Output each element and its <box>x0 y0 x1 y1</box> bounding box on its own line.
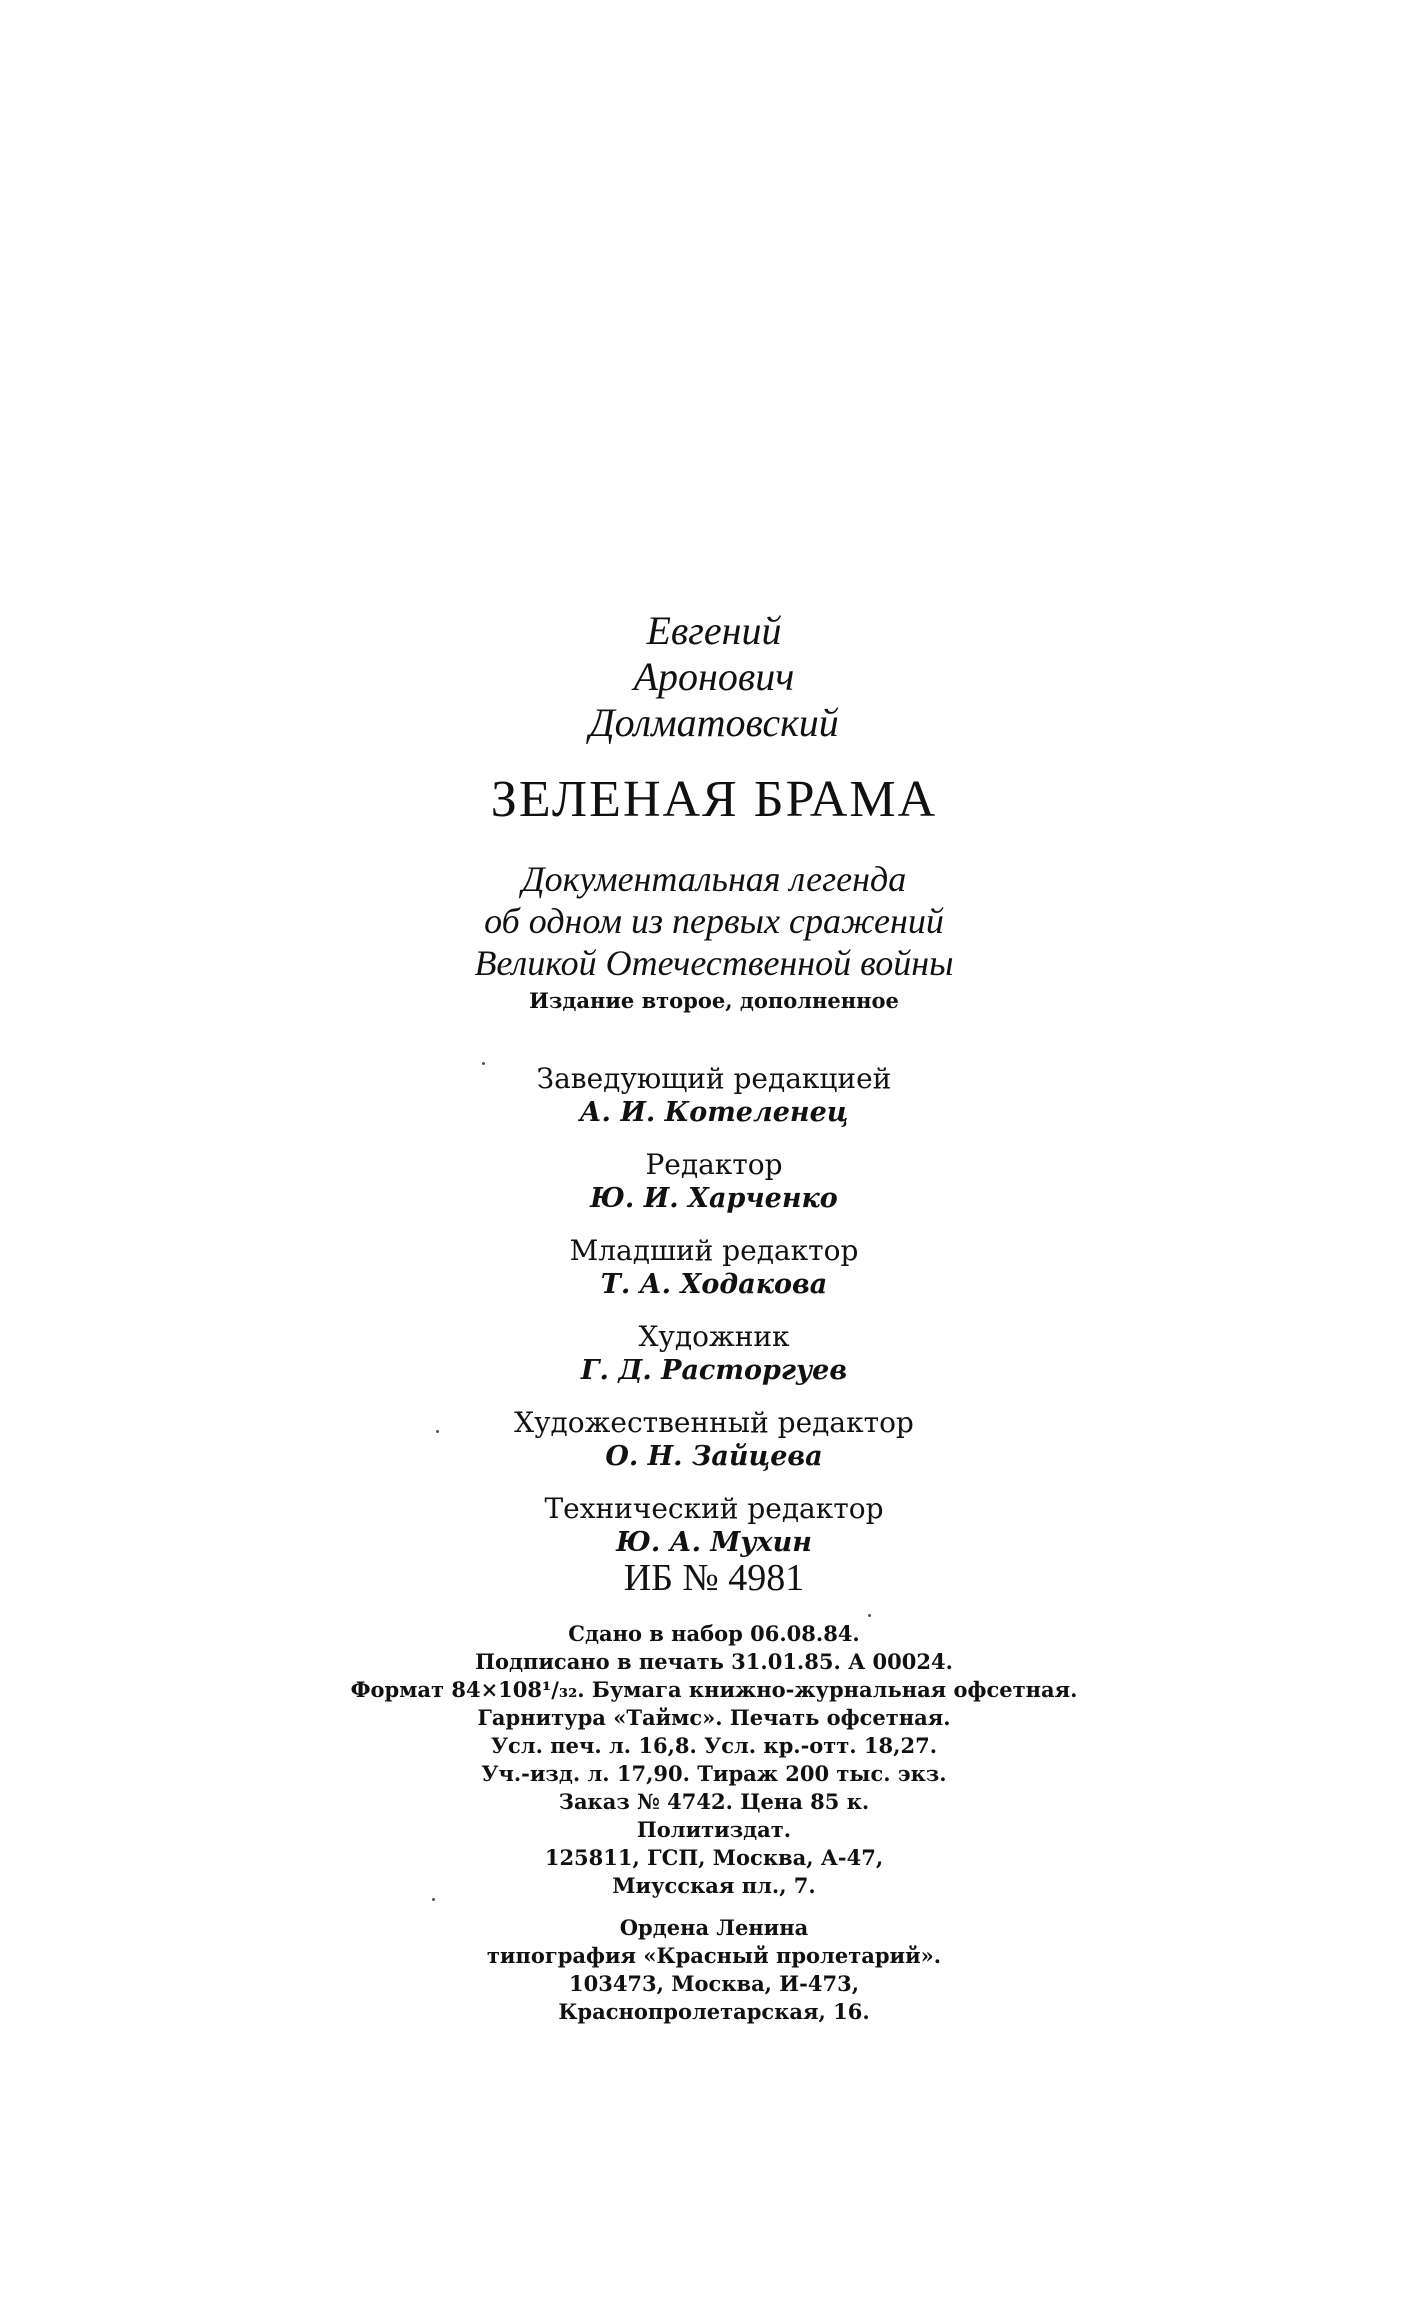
credit-name: Т. А. Ходакова <box>600 1269 828 1300</box>
credit-editor <box>0 1148 1428 1216</box>
imprint-line: Миусская пл., 7. <box>612 1873 816 1898</box>
scan-speck <box>436 1430 439 1433</box>
credit-technical-editor <box>0 1492 1428 1560</box>
credit-art-editor <box>0 1406 1428 1474</box>
scan-speck <box>868 1614 871 1617</box>
subtitle-line: об одном из первых сражений <box>484 901 944 941</box>
credit-role: Художественный редактор <box>514 1406 914 1439</box>
credit-name: А. И. Котеленец <box>579 1097 849 1128</box>
imprint-line: Подписано в печать 31.01.85. А 00024. <box>475 1649 953 1674</box>
credit-head-of-editorial <box>0 1062 1428 1130</box>
imprint-line: 125811, ГСП, Москва, А-47, <box>544 1845 884 1870</box>
credit-name: Ю. А. Мухин <box>616 1527 812 1558</box>
subtitle-block <box>0 858 1428 984</box>
printer-line: Ордена Ленина <box>619 1915 809 1940</box>
credit-artist <box>0 1320 1428 1388</box>
imprint-line: Усл. печ. л. 16,8. Усл. кр.-отт. 18,27. <box>490 1733 938 1758</box>
author-first-name: Евгений <box>646 608 782 653</box>
edition-note: Издание второе, дополненное <box>529 988 899 1013</box>
scan-speck <box>432 1898 435 1901</box>
book-title: ЗЕЛЕНАЯ БРАМА <box>490 771 938 828</box>
printer-line: 103473, Москва, И-473, <box>568 1971 860 1996</box>
printer-line: типография «Красный пролетарий». <box>486 1943 942 1968</box>
ib-number: ИБ № 4981 <box>623 1557 805 1599</box>
imprint-line: Гарнитура «Таймс». Печать офсетная. <box>477 1705 951 1730</box>
imprint-line: Формат 84×108¹/₃₂. Бумага книжно-журнальная офсетная. <box>350 1677 1078 1702</box>
credit-role: Технический редактор <box>544 1492 884 1525</box>
credit-role: Младший редактор <box>569 1234 859 1267</box>
imprint-block <box>0 1620 1428 2026</box>
credit-role: Художник <box>638 1320 790 1353</box>
imprint-line: Уч.-изд. л. 17,90. Тираж 200 тыс. экз. <box>481 1761 947 1786</box>
credit-name: Г. Д. Расторгуев <box>580 1355 848 1386</box>
credit-junior-editor <box>0 1234 1428 1302</box>
credit-name: О. Н. Зайцева <box>605 1441 823 1472</box>
subtitle-line: Документальная легенда <box>521 859 907 899</box>
subtitle-line: Великой Отечественной войны <box>474 943 954 983</box>
imprint-spacer <box>0 1900 1428 1914</box>
author-patronymic: Аронович <box>633 654 795 699</box>
imprint-line: Политиздат. <box>636 1817 792 1842</box>
credits-list <box>0 1062 1428 1578</box>
credit-name: Ю. И. Харченко <box>590 1183 838 1214</box>
scan-speck <box>482 1062 485 1065</box>
credit-role: Заведующий редакцией <box>536 1062 892 1095</box>
imprint-line: Сдано в набор 06.08.84. <box>568 1621 860 1646</box>
printer-line: Краснопролетарская, 16. <box>558 1999 870 2024</box>
imprint-line: Заказ № 4742. Цена 85 к. <box>558 1789 870 1814</box>
author-block <box>0 608 1428 746</box>
credit-role: Редактор <box>645 1148 783 1181</box>
author-last-name: Долматовский <box>589 700 839 745</box>
